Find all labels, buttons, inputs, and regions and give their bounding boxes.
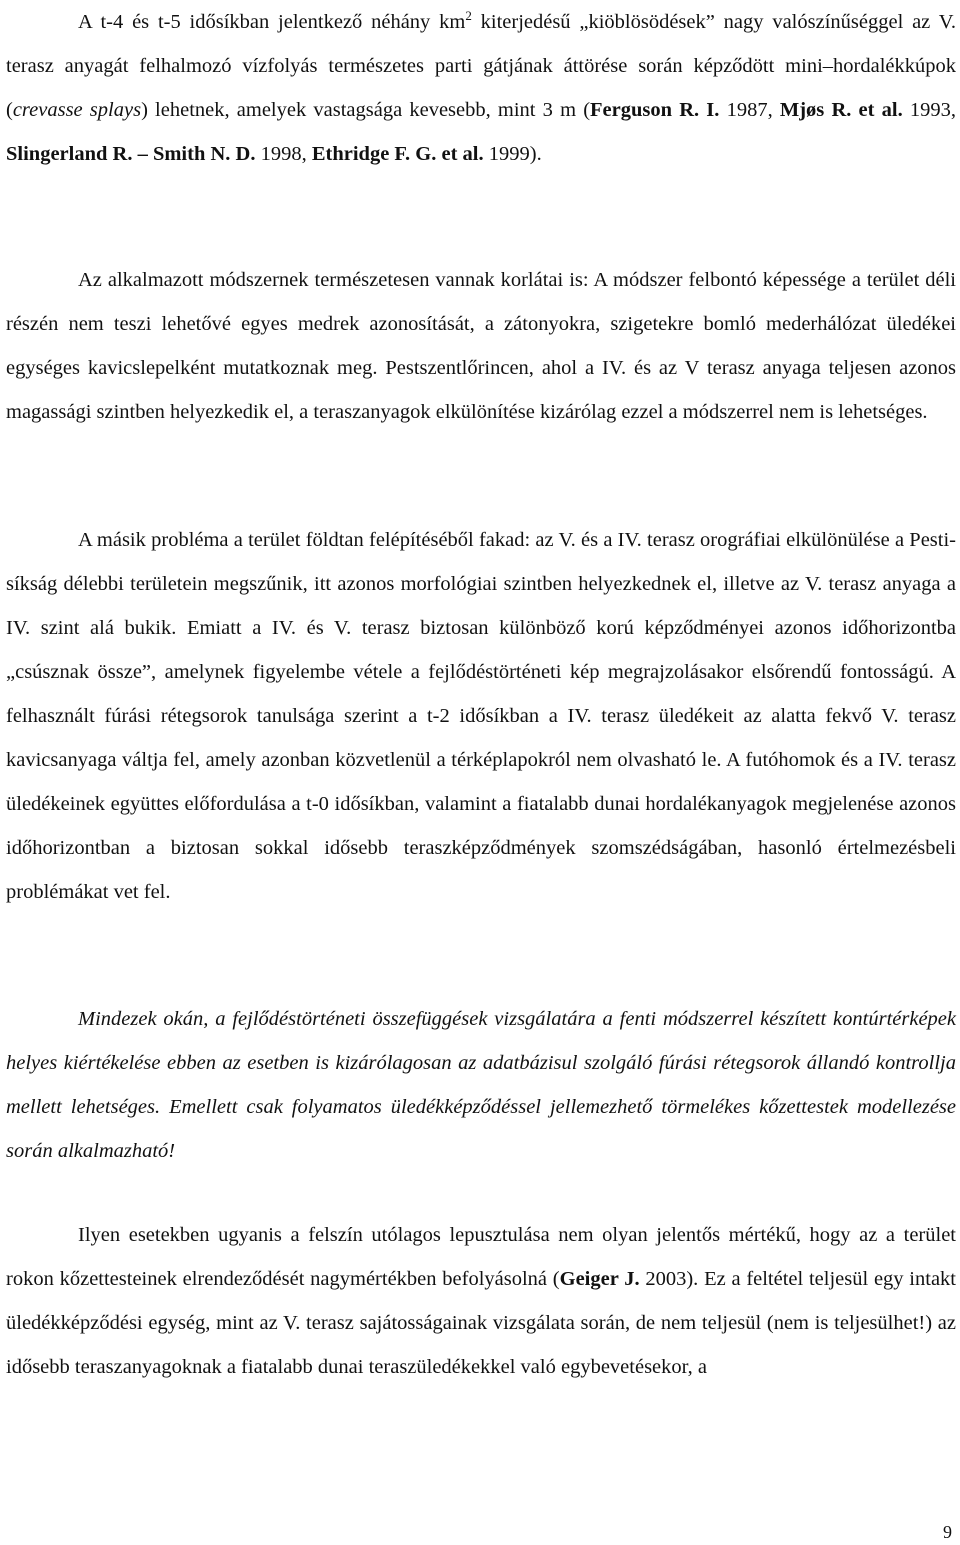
citation-author: Ferguson R. I. <box>590 99 720 121</box>
text-segment: 1999). <box>483 143 542 165</box>
text-segment: kiterjedésű „kiöblösödések” nagy valószínűséggel az V. terasz anyagát felhalmozó vízfolyás természetes parti gátjának áttörése során képződött mini–hordalékkúpok ( <box>6 11 956 121</box>
citation-author: Mjøs R. et al. <box>779 99 903 121</box>
paragraph-erosion <box>6 1213 956 1389</box>
text-segment: Az alkalmazott módszernek természetesen vannak korlátai is: A módszer felbontó képessége a terület déli részén nem teszi lehetővé egyes medrek azonosítását, a zátonyokra, szigetekre bomló mederhálózat üledékei egységes kavicslepelként mutatkoznak meg. Pestszentlőrincen, ahol a IV. és az V terasz anyaga teljesen azonos magassági szintben helyezkedik el, a teraszanyagok elkülönítése kizárólag ezzel a módszerrel nem is lehetséges. <box>6 269 956 423</box>
paragraph-geology-problem <box>6 518 956 914</box>
paragraph-method-limits <box>6 258 956 434</box>
page-number: 9 <box>943 1522 952 1542</box>
citation-author: Geiger J. <box>559 1268 640 1290</box>
citation-author: Ethridge F. G. et al. <box>311 143 484 165</box>
text-segment: A másik probléma a terület földtan felépítéséből fakad: az V. és a IV. terasz orográfiai elkülönülése a Pesti-síkság délebbi területein megszűnik, itt azonos morfológiai szintben helyezkednek el, illetve az V. terasz anyaga a IV. szint alá bukik. Emiatt a IV. és V. terasz biztosan különböző korú képződményei azonos időhorizontba „csúsznak össze”, amelynek figyelembe vétele a fejlődéstörténeti kép megrajzolásakor elsőrendű fontosságú. A felhasznált fúrási rétegsorok tanulsága szerint a t-2 idősíkban a IV. terasz üledékeit az alatta fekvő V. terasz kavicsanyaga váltja fel, amely azonban közvetlenül a térképlapokról nem olvasható le. A futóhomok és a IV. terasz üledékeinek együttes előfordulása a t-0 idősíkban, valamint a fiatalabb dunai hordalékanyagok megjelenése azonos időhorizontban a biztosan sokkal idősebb teraszképződmények szomszédságában, hasonló értelmezésbeli problémákat vet fel. <box>6 529 956 903</box>
text-segment: A t-4 és t-5 idősíkban jelentkező néhány km <box>78 11 466 33</box>
paragraph-italic-conclusion <box>6 997 956 1173</box>
italic-term: crevasse splays <box>12 99 142 121</box>
text-segment: 1987, <box>719 99 780 121</box>
paragraph-crevasse-splays <box>6 0 956 176</box>
text-segment: 2003). Ez a feltétel teljesül egy intakt üledékképződési egység, mint az V. terasz sajátosságainak vizsgálata során, de nem teljesül (nem is teljesülhet!) az idősebb teraszanyagoknak a fiatalabb dunai teraszüledékekkel való egybevetésekor, a <box>6 1268 956 1378</box>
text-segment: 1993, <box>902 99 956 121</box>
citation-author: Slingerland R. – Smith N. D. <box>6 143 256 165</box>
text-segment: Ilyen esetekben ugyanis a felszín utólagos lepusztulása nem olyan jelentős mértékű, hogy az a terület rokon kőzettesteinek elrendeződését nagymértékben befolyásolná ( <box>6 1224 956 1290</box>
text-segment: Mindezek okán, a fejlődéstörténeti összefüggések vizsgálatára a fenti módszerrel készített kontúrtérképek helyes kiértékelése ebben az esetben is kizárólagosan az adatbázisul szolgáló fúrási rétegsorok állandó kontrollja mellett lehetséges. Emellett csak folyamatos üledékképződéssel jellemezhető törmelékes kőzettestek modellezése során alkalmazható! <box>6 1008 956 1162</box>
text-segment: 1998, <box>255 143 312 165</box>
superscript-2: 2 <box>465 8 472 23</box>
text-segment: ) lehetnek, amelyek vastagsága kevesebb, mint 3 m ( <box>141 99 591 121</box>
